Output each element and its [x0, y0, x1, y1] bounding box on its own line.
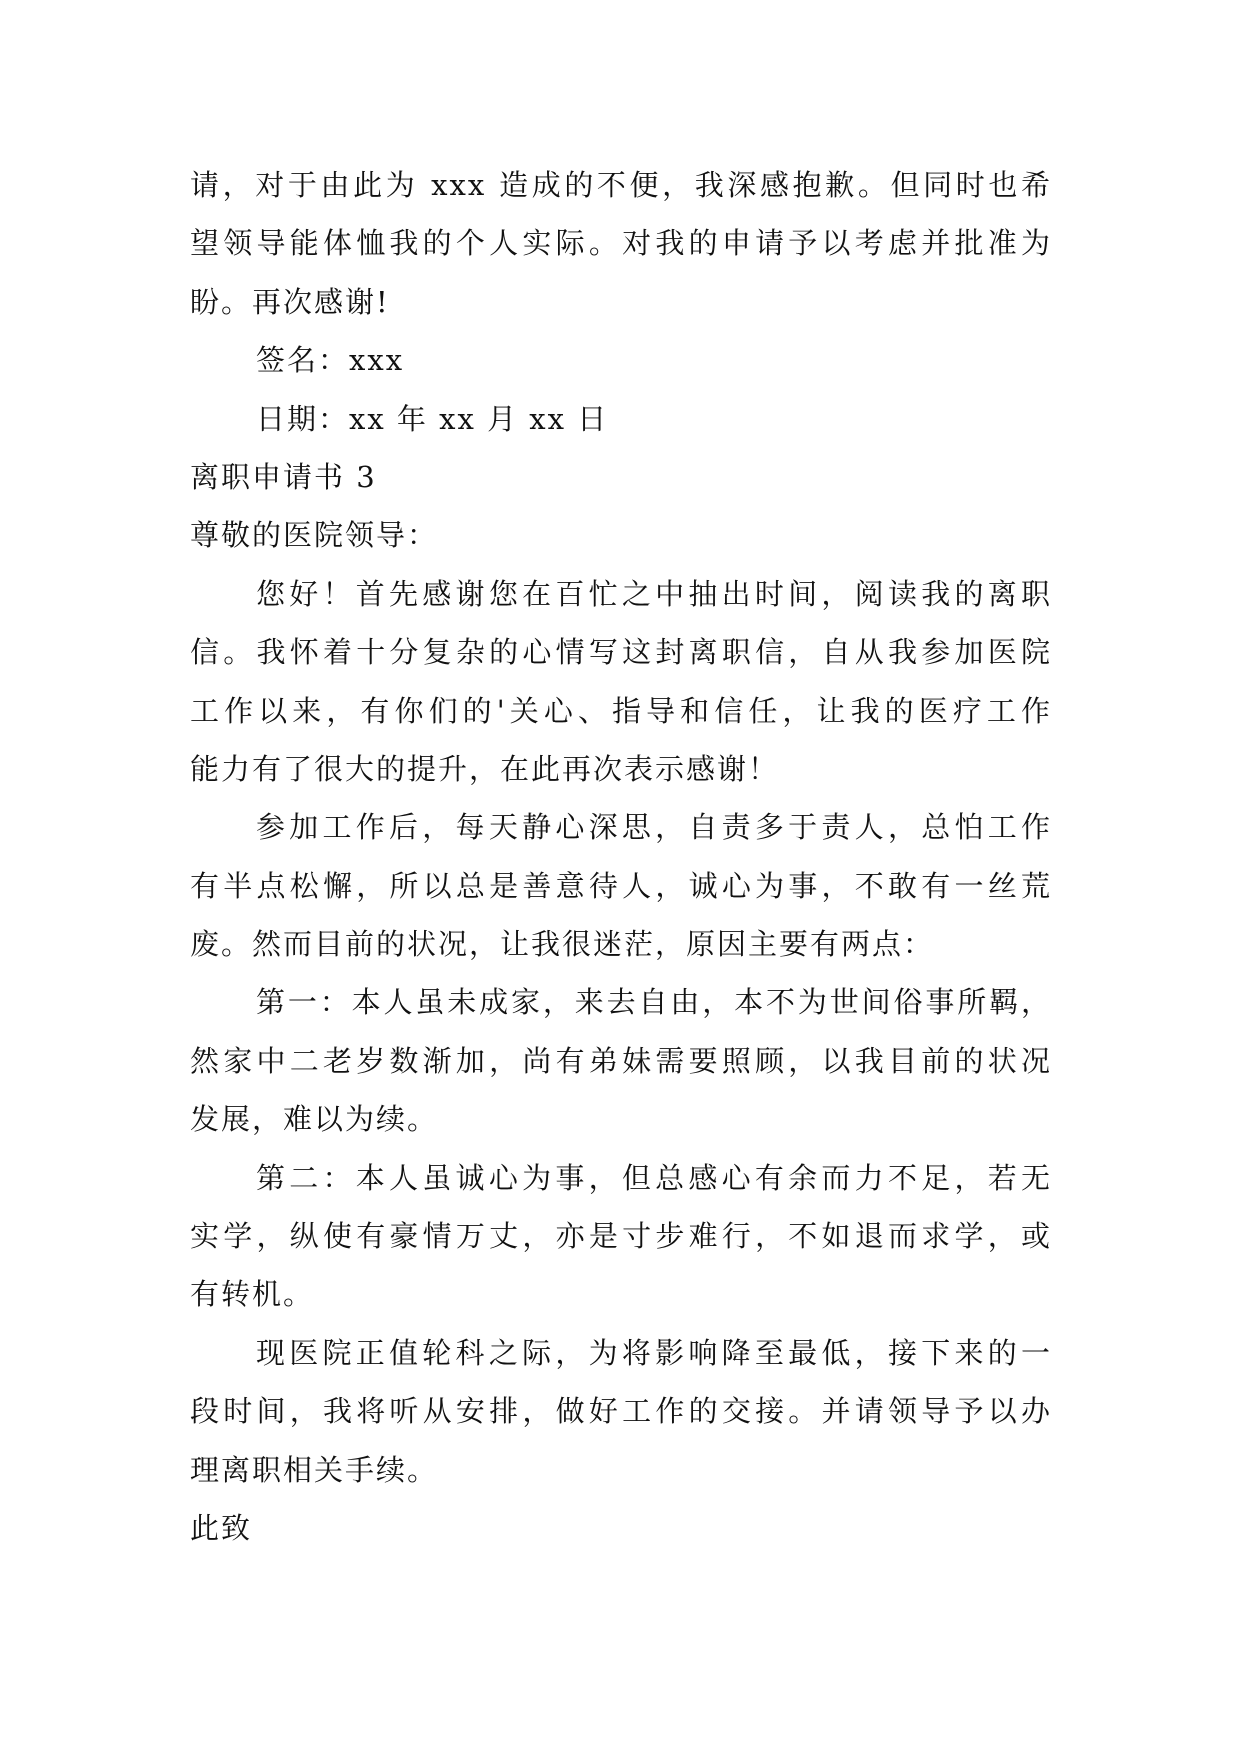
- text-line: 盼。再次感谢!: [190, 284, 390, 319]
- text-line: 有转机。: [190, 1277, 315, 1312]
- text-line: 理离职相关手续。: [190, 1452, 439, 1487]
- body-paragraph: [190, 1149, 1052, 1324]
- text-line: 实学，纵使有豪情万丈，亦是寸步难行，不如退而求学，或: [190, 1219, 1052, 1254]
- text-line: 废。然而目前的状况，让我很迷茫，原因主要有两点：: [190, 927, 935, 962]
- date-line: 日期：xx 年 xx 月 xx 日: [256, 401, 609, 436]
- salutation: 尊敬的医院领导：: [190, 518, 439, 553]
- continued-paragraph: [190, 156, 1052, 331]
- text-line: 能力有了很大的提升，在此再次表示感谢！: [190, 751, 780, 786]
- text-line: 您好！首先感谢您在百忙之中抽出时间，阅读我的离职: [256, 576, 1052, 611]
- signature-line: 签名：xxx: [256, 343, 405, 378]
- text-line: 段时间，我将听从安排，做好工作的交接。并请领导予以办: [190, 1394, 1052, 1429]
- body-paragraph: [190, 1324, 1052, 1499]
- text-line: 有半点松懈，所以总是善意待人，诚心为事，不敢有一丝荒: [190, 868, 1052, 903]
- text-line: 然家中二老岁数渐加，尚有弟妹需要照顾，以我目前的状况: [190, 1043, 1052, 1078]
- text-line: 现医院正值轮科之际，为将影响降至最低，接下来的一: [256, 1335, 1052, 1370]
- letter-title: 离职申请书 3: [190, 459, 377, 494]
- text-line: 信。我怀着十分复杂的心情写这封离职信，自从我参加医院: [190, 635, 1052, 670]
- text-line: 请，对于由此为 xxx 造成的不便，我深感抱歉。但同时也希: [190, 168, 1052, 202]
- closing-line: 此致: [190, 1510, 253, 1545]
- text-line: 望领导能体恤我的个人实际。对我的申请予以考虑并批准为: [190, 226, 1052, 261]
- body-paragraph: [190, 565, 1052, 799]
- text-line: 参加工作后，每天静心深思，自责多于责人，总怕工作: [256, 810, 1052, 845]
- body-paragraph: [190, 973, 1052, 1148]
- text-line: 工作以来，有你们的'关心、指导和信任，让我的医疗工作: [190, 693, 1052, 728]
- body-paragraph: [190, 798, 1052, 973]
- text-line: 第一：本人虽未成家，来去自由，本不为世间俗事所羁，: [256, 985, 1052, 1020]
- text-line: 第二：本人虽诚心为事，但总感心有余而力不足，若无: [256, 1160, 1052, 1195]
- text-line: 发展，难以为续。: [190, 1102, 439, 1137]
